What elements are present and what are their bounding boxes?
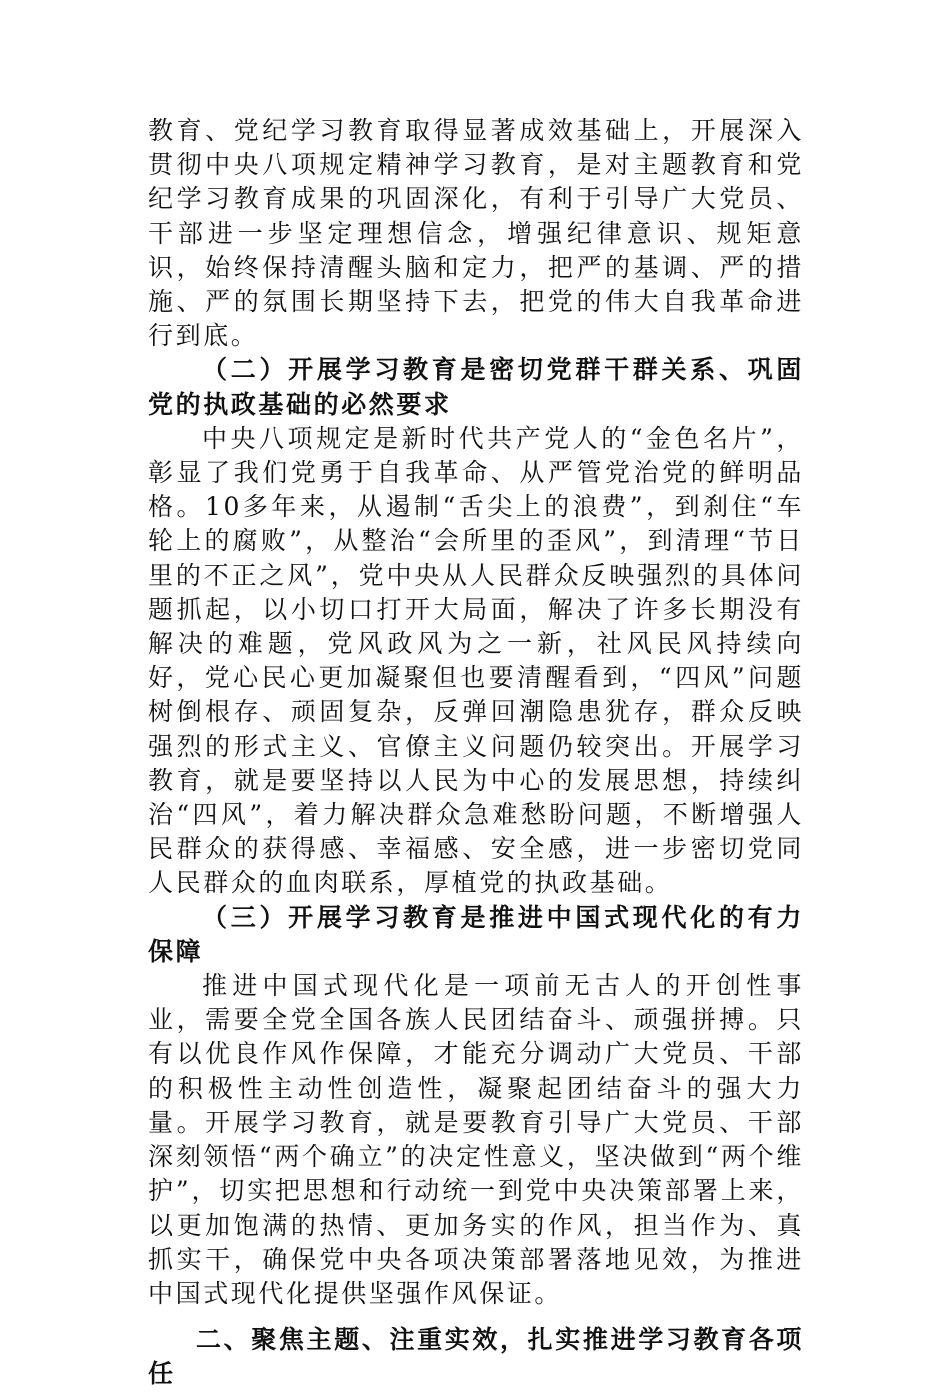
subheading-three: （三）开展学习教育是推进中国式现代化的有力保障 — [148, 902, 804, 966]
paragraph-body: 推进中国式现代化是一项前无古人的开创性事业，需要全党全国各族人民团结奋斗、顽强拼搏。只有以优良作风作保障，才能充分调动广大党员、干部的积极性主动性创造性，凝聚起团结奋斗的强大力量。开展学习教育，就是要教育引导广大党员、干部深刻领悟“两个确立”的决定性意义，坚决做到“两个维护”，切实把思想和行动统一到党中央决策部署上来，以更加饱满的热情、更加务实的作风，担当作为、真抓实干，确保党中央各项决策部署落地见效，为推进中国式现代化提供坚强作风保证。 — [148, 971, 804, 1308]
document-page — [148, 114, 804, 1392]
section-heading: 二、聚焦主题、注重实效，扎实推进学习教育各项任 — [148, 1325, 804, 1389]
paragraph-continuation: 教育、党纪学习教育取得显著成效基础上，开展深入贯彻中央八项规定精神学习教育，是对主题教育和党纪学习教育成果的巩固深化，有利于引导广大党员、干部进一步坚定理想信念，增强纪律意识、规矩意识，始终保持清醒头脑和定力，把严的基调、严的措施、严的氛围长期坚持下去，把党的伟大自我革命进行到底。 — [148, 116, 804, 351]
subheading-two: （二）开展学习教育是密切党群干群关系、巩固党的执政基础的必然要求 — [148, 355, 804, 419]
paragraph-body: 中央八项规定是新时代共产党人的“金色名片”，彰显了我们党勇于自我革命、从严管党治党的鲜明品格。10多年来，从遏制“舌尖上的浪费”，到刹住“车轮上的腐败”，从整治“会所里的歪风”，到清理“节日里的不正之风”，党中央从人民群众反映强烈的具体问题抓起，以小切口打开大局面，解决了许多长期没有解决的难题，党风政风为之一新，社风民风持续向好，党心民心更加凝聚但也要清醒看到，“四风”问题树倒根存、顽固复杂，反弹回潮隐患犹存，群众反映强烈的形式主义、官僚主义问题仍较突出。开展学习教育，就是要坚持以人民为中心的发展思想，持续纠治“四风”，着力解决群众急难愁盼问题，不断增强人民群众的获得感、幸福感、安全感，进一步密切党同人民群众的血肉联系，厚植党的执政基础。 — [148, 423, 804, 898]
